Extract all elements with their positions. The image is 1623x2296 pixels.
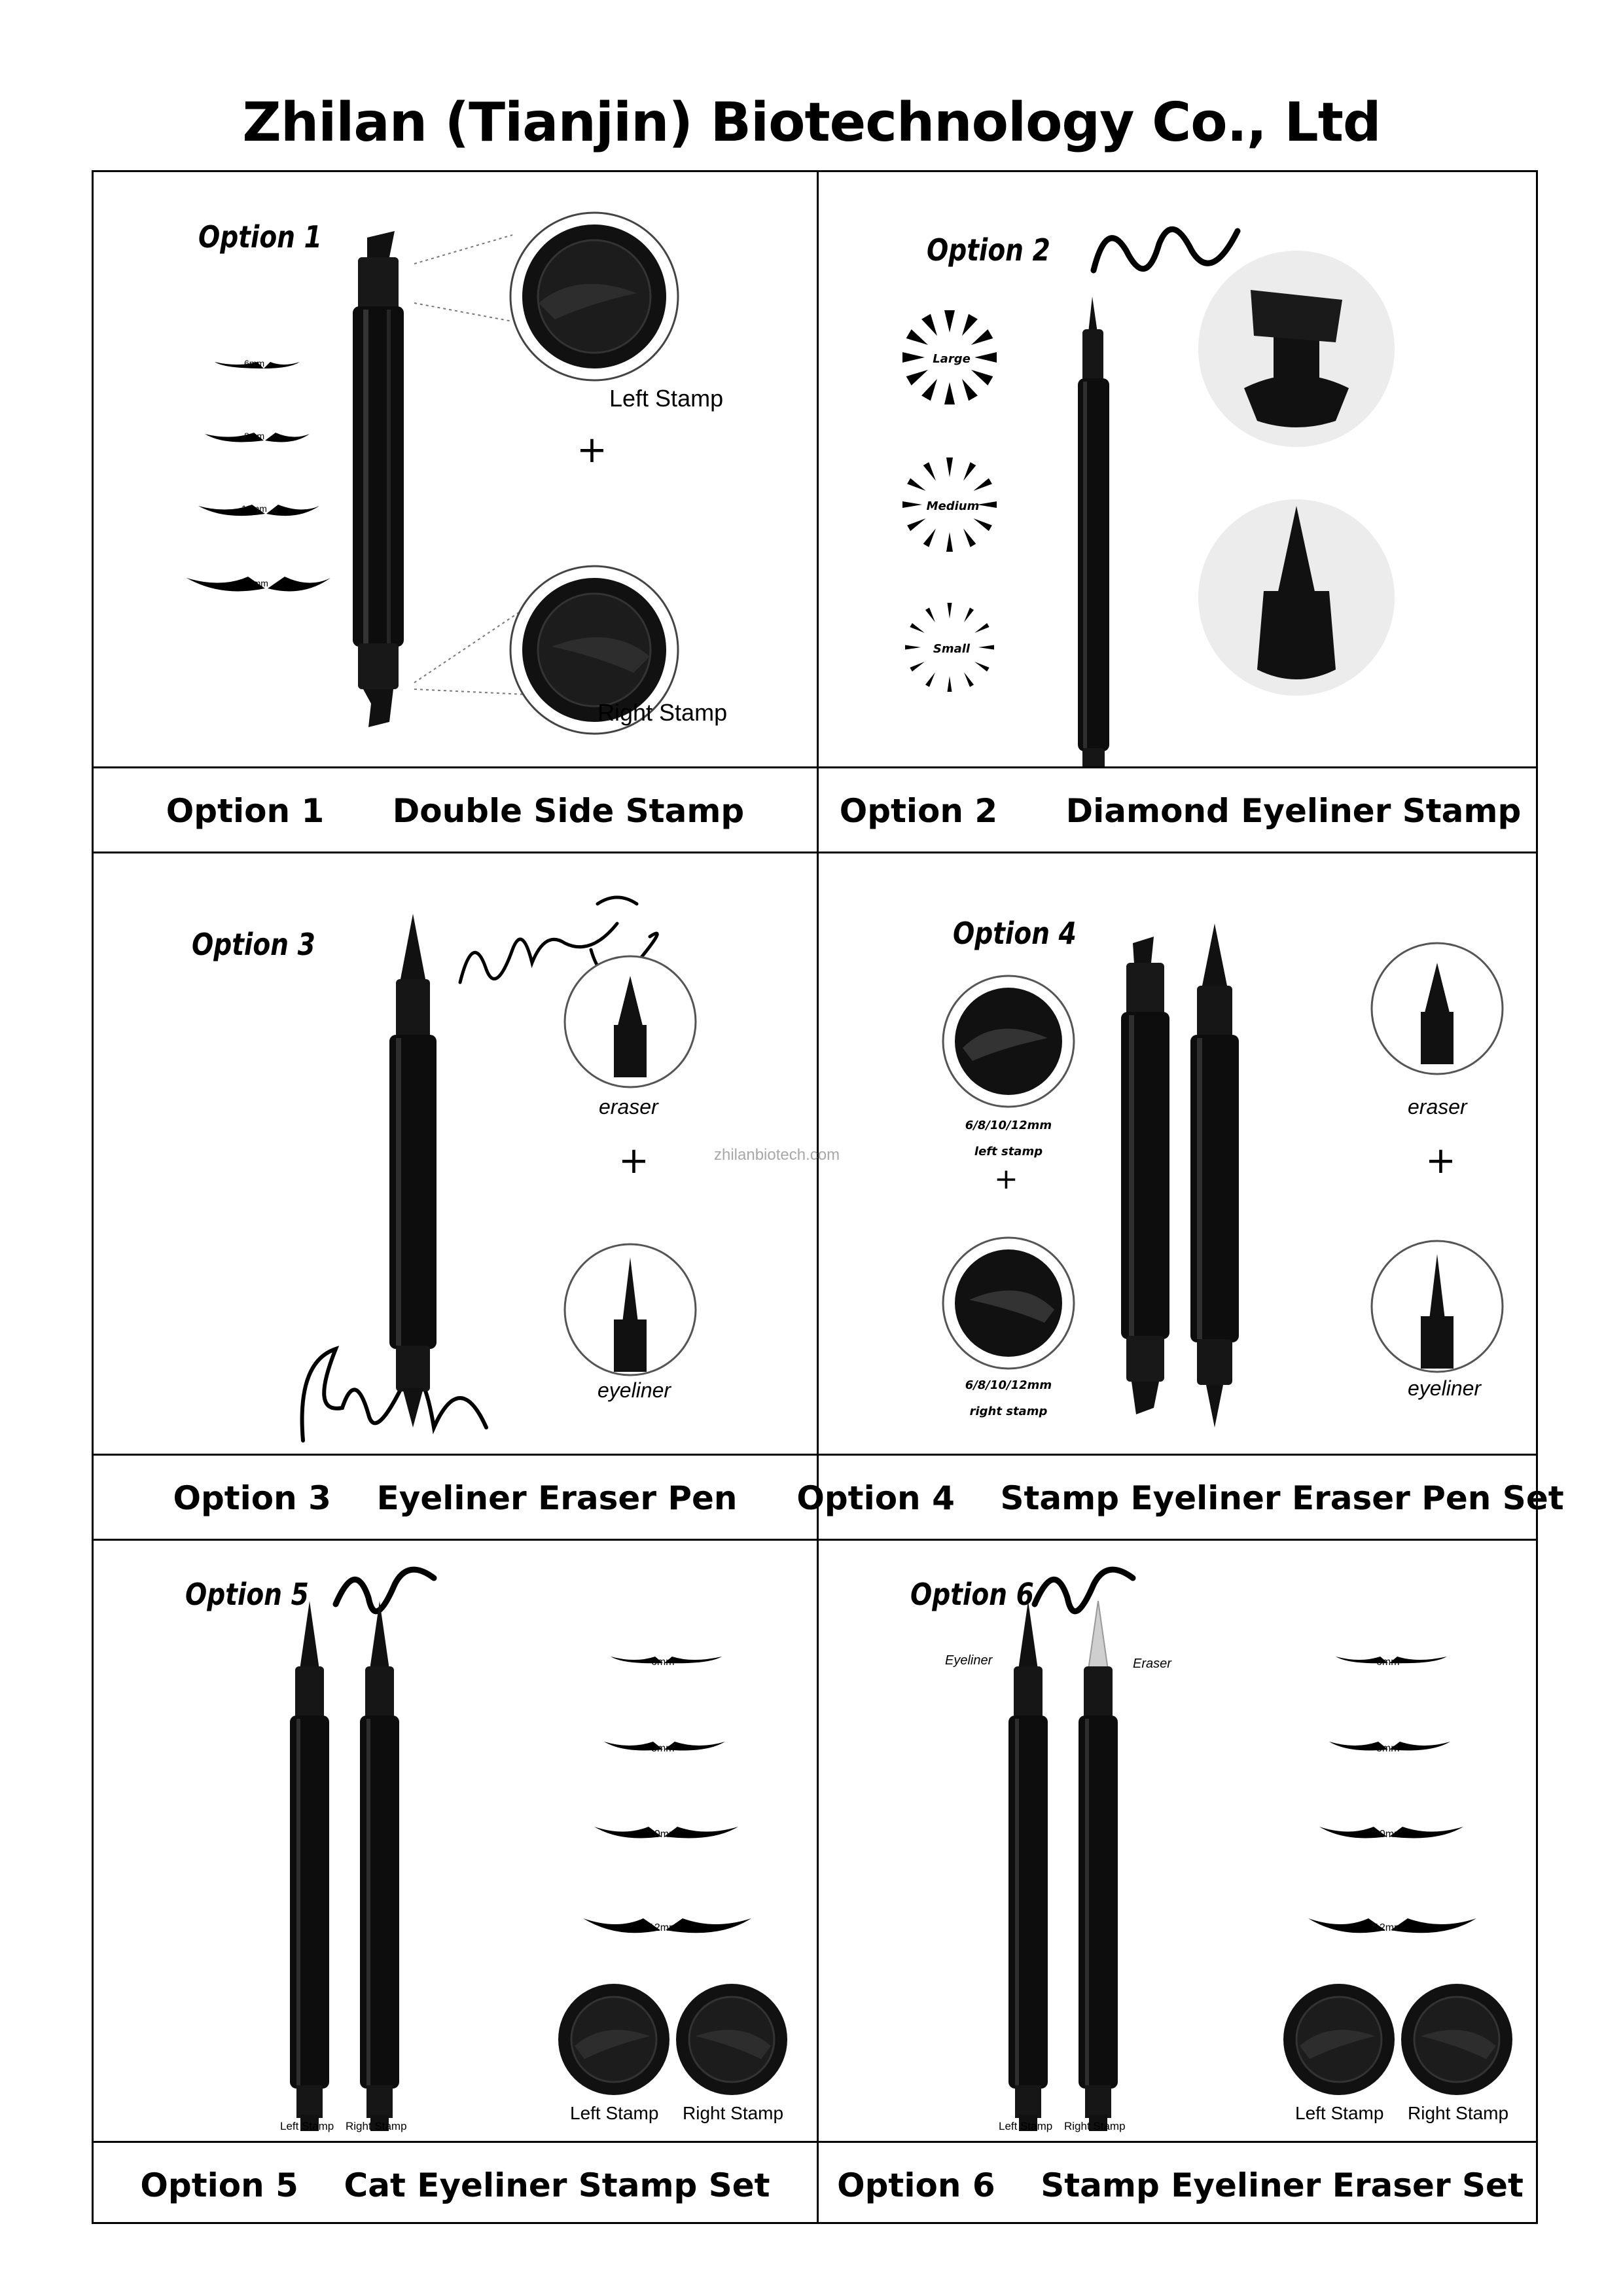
eyeliner-tip-image bbox=[1372, 1241, 1503, 1372]
option-label: Option 5 bbox=[185, 1577, 309, 1612]
size-label: 8mm bbox=[244, 431, 265, 441]
size-label-large: Large bbox=[933, 352, 971, 366]
option-label: Option 1 bbox=[198, 219, 322, 255]
caption-product-name: Diamond Eyeliner Stamp bbox=[1065, 792, 1522, 830]
caption-option-6 bbox=[819, 2143, 1542, 2228]
caption-option-number: Option 2 bbox=[839, 792, 998, 830]
caption-product-name: Cat Eyeliner Stamp Set bbox=[344, 2166, 770, 2204]
caption-option-4 bbox=[796, 1456, 1564, 1541]
left-stamp-sizes-label: 6/8/10/12mm bbox=[965, 1119, 1052, 1132]
eyeliner-tip-closeup-image bbox=[1198, 499, 1395, 696]
pen-left-stamp-label: Left Stamp bbox=[999, 2120, 1053, 2132]
size-label: 10mm bbox=[241, 503, 267, 514]
watermark: zhilanbiotech.com bbox=[714, 1146, 840, 1164]
right-stamp-sizes-label: 6/8/10/12mm bbox=[965, 1378, 1052, 1392]
panel-option-6 bbox=[819, 1539, 1542, 2141]
caption-product-name: Double Side Stamp bbox=[392, 792, 745, 830]
right-stamp-label: Right Stamp bbox=[597, 699, 728, 726]
pen-right-stamp-label: Right Stamp bbox=[1064, 2120, 1126, 2132]
panel-option-2 bbox=[819, 172, 1542, 766]
size-label: 6mm bbox=[651, 1657, 675, 1668]
pen-right-stamp-label: Right Stamp bbox=[346, 2120, 407, 2132]
left-stamp-label: Left Stamp bbox=[609, 385, 724, 412]
eraser-tip-image bbox=[1372, 943, 1503, 1074]
left-stamp-pen-image bbox=[290, 1601, 329, 2131]
size-label: 10mm bbox=[1374, 1829, 1403, 1840]
eraser-label: eraser bbox=[1408, 1095, 1467, 1119]
caption-product-name: Stamp Eyeliner Eraser Set bbox=[1041, 2166, 1524, 2204]
left-stamp-image bbox=[558, 1984, 669, 2095]
right-stamp-image bbox=[1401, 1984, 1512, 2095]
plus-sign: + bbox=[577, 429, 607, 471]
size-label-small: Small bbox=[933, 642, 971, 656]
cat-eyeliner-stamp-set-illustration bbox=[94, 1539, 817, 2141]
plus-sign: + bbox=[1425, 1139, 1456, 1182]
pen-left-stamp-label: Left Stamp bbox=[280, 2120, 334, 2132]
option-label: Option 3 bbox=[192, 927, 315, 962]
product-grid bbox=[92, 170, 1564, 2224]
size-label: 12mm bbox=[243, 578, 268, 588]
eraser-pen-image bbox=[1079, 1601, 1118, 2131]
caption-option-number: Option 6 bbox=[837, 2166, 995, 2204]
eyeliner-label: Eyeliner bbox=[945, 1653, 993, 1668]
double-side-stamp-illustration bbox=[94, 172, 817, 766]
caption-option-number: Option 3 bbox=[173, 1479, 331, 1517]
plus-sign: + bbox=[994, 1162, 1018, 1196]
size-label: 8mm bbox=[1376, 1743, 1400, 1754]
caption-option-number: Option 1 bbox=[166, 792, 325, 830]
eraser-label: Eraser bbox=[1133, 1657, 1171, 1671]
diamond-eyeliner-pen-image bbox=[1078, 296, 1109, 766]
right-stamp-pen-image bbox=[360, 1601, 399, 2131]
caption-option-1 bbox=[94, 768, 817, 853]
size-label: 12mm bbox=[649, 1922, 678, 1933]
document-title: Zhilan (Tianjin) Biotechnology Co., Ltd bbox=[242, 92, 1381, 154]
right-stamp-label: Right Stamp bbox=[683, 2103, 784, 2123]
option-label: Option 6 bbox=[910, 1577, 1034, 1612]
size-label: 8mm bbox=[651, 1743, 675, 1754]
eraser-tip-image bbox=[565, 956, 696, 1087]
left-stamp-label: left stamp bbox=[974, 1145, 1043, 1158]
caption-option-number: Option 4 bbox=[796, 1479, 955, 1517]
right-stamp-image bbox=[676, 1984, 787, 2095]
eraser-pen-image bbox=[389, 914, 437, 1427]
eyeliner-tip-image bbox=[565, 1244, 696, 1375]
eraser-label: eraser bbox=[599, 1095, 658, 1119]
double-stamp-pen-image bbox=[353, 231, 404, 727]
eyeliner-eraser-pen-image bbox=[1190, 924, 1239, 1427]
size-label: 12mm bbox=[1374, 1922, 1403, 1933]
left-stamp-image bbox=[1283, 1984, 1395, 2095]
caption-option-2 bbox=[819, 768, 1542, 853]
right-stamp-label: right stamp bbox=[969, 1405, 1048, 1418]
double-stamp-pen-image bbox=[1121, 937, 1169, 1414]
caption-product-name: Eyeliner Eraser Pen bbox=[376, 1479, 738, 1517]
panel-option-4 bbox=[819, 852, 1542, 1454]
plus-sign: + bbox=[618, 1139, 649, 1182]
panel-option-5 bbox=[94, 1539, 817, 2141]
left-stamp-label: Left Stamp bbox=[1295, 2103, 1384, 2123]
left-stamp-image bbox=[943, 976, 1074, 1107]
caption-option-5 bbox=[94, 2143, 817, 2228]
size-label: 6mm bbox=[1376, 1657, 1400, 1668]
size-label: 10mm bbox=[649, 1829, 678, 1840]
eyeliner-label: eyeliner bbox=[1408, 1376, 1482, 1400]
eyeliner-label: eyeliner bbox=[597, 1378, 671, 1402]
caption-option-3 bbox=[94, 1456, 817, 1541]
stamp-eyeliner-eraser-set-illustration bbox=[819, 1539, 1542, 2141]
size-label-medium: Medium bbox=[926, 499, 980, 513]
option-label: Option 2 bbox=[927, 232, 1050, 268]
caption-option-number: Option 5 bbox=[140, 2166, 298, 2204]
option-label: Option 4 bbox=[953, 916, 1077, 951]
right-stamp-label: Right Stamp bbox=[1408, 2103, 1509, 2123]
left-stamp-label: Left Stamp bbox=[570, 2103, 659, 2123]
left-stamp-image bbox=[510, 213, 678, 380]
eyeliner-pen-image bbox=[1008, 1601, 1048, 2131]
caption-product-name: Stamp Eyeliner Eraser Pen Set bbox=[1000, 1479, 1564, 1517]
diamond-stamp-closeup-image bbox=[1198, 251, 1395, 447]
right-stamp-image bbox=[943, 1238, 1074, 1369]
panel-option-3 bbox=[94, 852, 817, 1454]
panel-option-1 bbox=[94, 172, 817, 766]
size-label: 6mm bbox=[244, 358, 265, 368]
